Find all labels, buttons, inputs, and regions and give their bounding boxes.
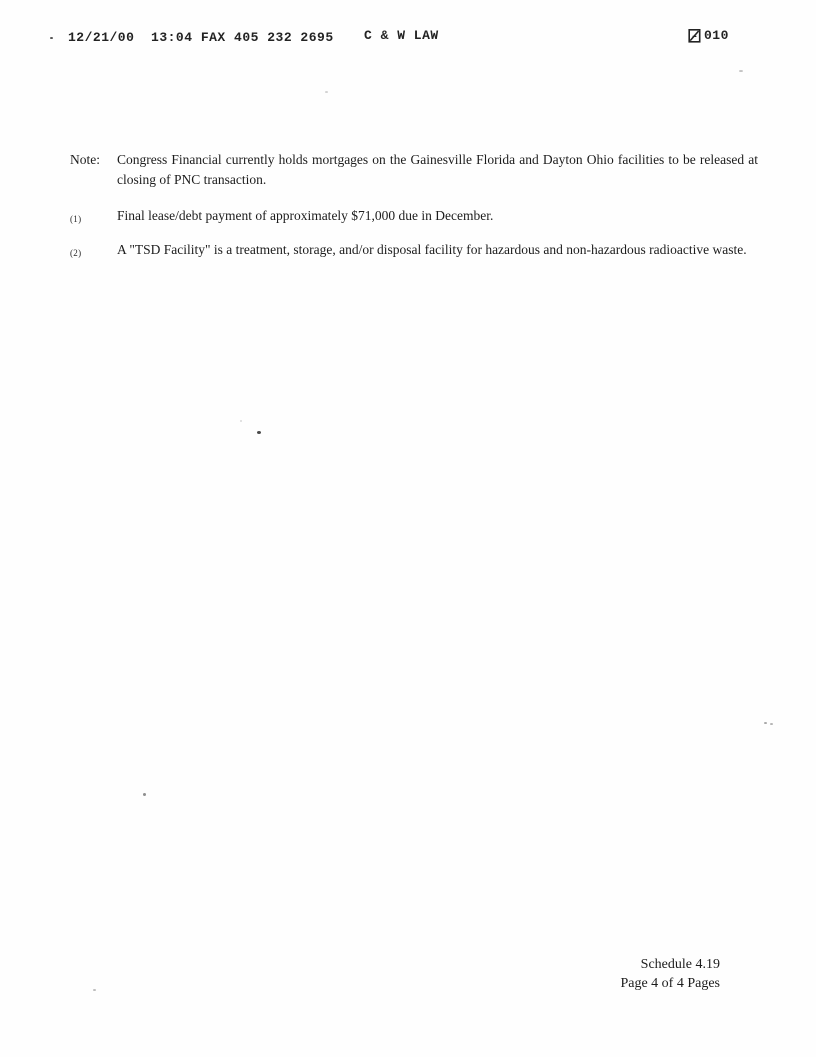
scan-speck [50,37,53,39]
note-text: Congress Financial currently holds mortgages on the Gainesville Florida and Dayton Ohio facilities to be released at closing of PNC transaction. [117,152,758,187]
page-footer [620,955,720,993]
fax-page-number: 010 [704,28,729,43]
note-paragraph [70,150,758,190]
fax-page-icon [688,28,701,43]
footnote-2-marker: (2) [70,248,82,258]
fax-timestamp-line: 12/21/00 13:04 FAX 405 232 2695 [68,30,334,45]
footnote-2-text: A "TSD Facility" is a treatment, storage, and/or disposal facility for hazardous and non-hazardous radioactive waste. [117,242,747,257]
footer-page-label: Page 4 of 4 Pages [620,976,720,991]
fax-page-indicator [688,28,729,43]
note-label: Note: [70,152,100,167]
footnote-1 [70,206,758,229]
fax-sender-name: C & W LAW [364,28,439,43]
scan-speck [739,70,743,72]
scan-speck [143,793,146,796]
scan-speck [325,91,328,93]
scan-speck [257,431,261,434]
scan-speck [764,722,767,724]
footnote-2 [70,240,758,263]
footnote-1-text: Final lease/debt payment of approximately $71,000 due in December. [117,208,494,223]
fax-header [0,28,816,48]
scan-speck [93,989,96,991]
scan-speck [240,420,242,422]
footer-schedule-label: Schedule 4.19 [640,957,720,972]
scan-speck [770,723,773,725]
footnote-1-marker: (1) [70,214,82,224]
